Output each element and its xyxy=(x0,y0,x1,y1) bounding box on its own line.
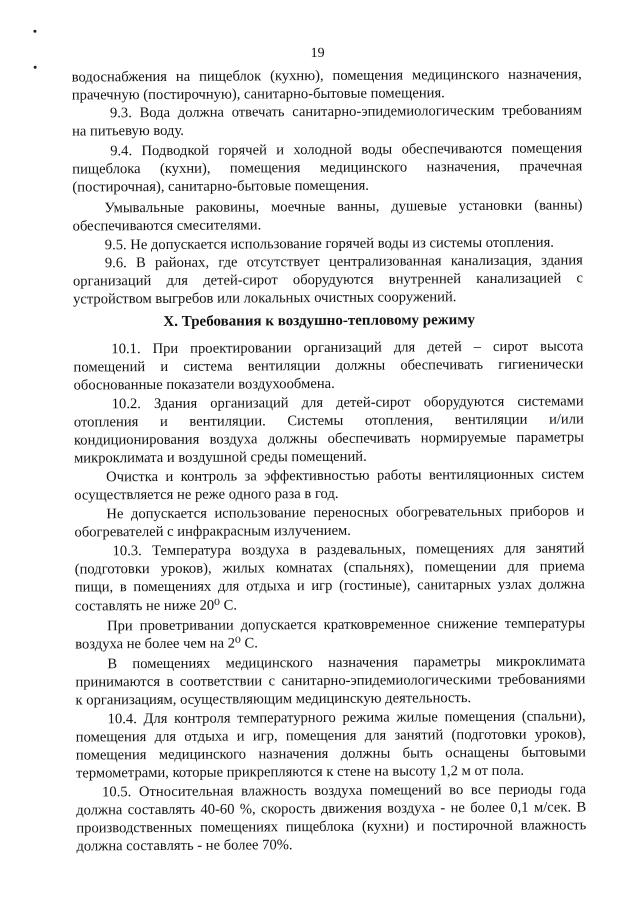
paragraph-line: микроклимата и воздушной среды помещений. xyxy=(73,448,367,467)
paragraph-line: (постирочная), санитарно-бытовые помещения. xyxy=(72,177,369,196)
paragraph-line: обогревателей с инфракрасным излучением. xyxy=(74,522,351,541)
paragraph-line: Умывальные раковины, моечные ванны, душевые установки (ванны) xyxy=(104,197,583,217)
paragraph-line: помещения медицинского назначения должны быть оснащены бытовыми xyxy=(75,744,586,764)
paragraph-line: 10.5. Относительная влажность воздуха помещений во все периоды года xyxy=(102,781,587,801)
paragraph-line: кондиционирования воздуха должны обеспечивать нормируемые параметры xyxy=(73,429,584,449)
paragraph-line: 9.3. Вода должна отвечать санитарно-эпидемиологическим требованиям xyxy=(109,102,582,122)
paragraph-line: Не допускается использование переносных обогревательных приборов и xyxy=(106,503,585,523)
paragraph-line: 9.4. Подводкой горячей и холодной воды обеспечиваются помещения xyxy=(110,140,583,160)
paragraph-line: на питьевую воду. xyxy=(72,122,184,140)
paragraph-line: производственных помещениях пищеблока (кухни) и постирочной влажность xyxy=(76,817,587,837)
scan-speck xyxy=(33,30,36,33)
paragraph-line: должна составлять - не более 70%. xyxy=(76,837,293,855)
paragraph-line: составлять не ниже 20⁰ С. xyxy=(74,597,238,615)
paragraph-line: термометрами, которые прикрепляются к стене на высоту 1,2 м от пола. xyxy=(75,762,525,782)
paragraph-line: 9.6. В районах, где отсутствует централизованная канализация, здания xyxy=(104,252,583,272)
paragraph-line: При проветривании допускается кратковременное снижение температуры xyxy=(107,615,586,635)
paragraph-line: В помещениях медицинского назначения параметры микроклимата xyxy=(107,653,586,673)
paragraph-line: Очистка и контроль за эффективностью работы вентиляционных систем xyxy=(106,466,585,486)
paragraph-line: организаций для детей-сирот оборудуются внутренней канализацией с xyxy=(72,270,584,290)
scan-speck xyxy=(34,66,37,69)
paragraph-line: помещений и система вентиляции должны обеспечивать гигиенически xyxy=(73,356,584,376)
paragraph-line: обоснованные показатели воздухообмена. xyxy=(73,375,335,394)
paragraph-line: помещения для отдыха и игр, помещения для занятий (подготовки уроков), xyxy=(75,726,586,746)
section-heading: X. Требования к воздушно-тепловому режиму xyxy=(163,312,476,330)
paragraph-line: прачечную (постирочную), санитарно-бытовые помещения. xyxy=(71,85,445,104)
paragraph-line: пищи, в помещениях для отдыха и игр (гостиные), санитарных узлах должна xyxy=(74,576,585,596)
paragraph-line: пищеблока (кухни), помещения медицинского назначения, прачечная xyxy=(72,158,583,178)
paragraph-line: обеспечиваются смесителями. xyxy=(72,217,262,235)
paragraph-line: принимаются в соответствии с санитарно-эпидемиологическими требованиями xyxy=(75,671,586,691)
paragraph-line: 10.1. При проектировании организаций для детей – сирот высота xyxy=(111,338,584,358)
paragraph-line: (подготовки уроков), жилых комнатах (спальнях), помещении для приема xyxy=(74,558,585,578)
paragraph-line: осуществляется не реже одного раза в год. xyxy=(74,485,339,504)
page-number: 19 xyxy=(310,45,325,62)
paragraph-line: должна составлять 40-60 %, скорость движения воздуха - не более 0,1 м/сек. В xyxy=(76,799,587,819)
paragraph-line: 10.4. Для контроля температурного режима жилые помещения (спальни), xyxy=(107,708,586,728)
paragraph-line: устройством выгребов или локальных очистных сооружений. xyxy=(73,289,457,308)
paragraph-line: водоснабжения на пищеблок (кухню), помещения медицинского назначения, xyxy=(71,66,582,86)
paragraph-line: воздуха не более чем на 2⁰ С. xyxy=(75,635,258,653)
paragraph-line: 9.5. Не допускается использование горячей воды из системы отопления. xyxy=(104,234,554,254)
paragraph-line: отопления и вентиляции. Системы отопления, вентиляции и/или xyxy=(73,411,584,431)
paragraph-line: к организациям, осуществляющим медицинскую деятельность. xyxy=(75,690,472,709)
paragraph-line: 10.2. Здания организаций для детей-сирот оборудуются системами xyxy=(111,393,584,413)
paragraph-line: 10.3. Температура воздуха в раздевальных, помещениях для занятий xyxy=(112,540,585,560)
